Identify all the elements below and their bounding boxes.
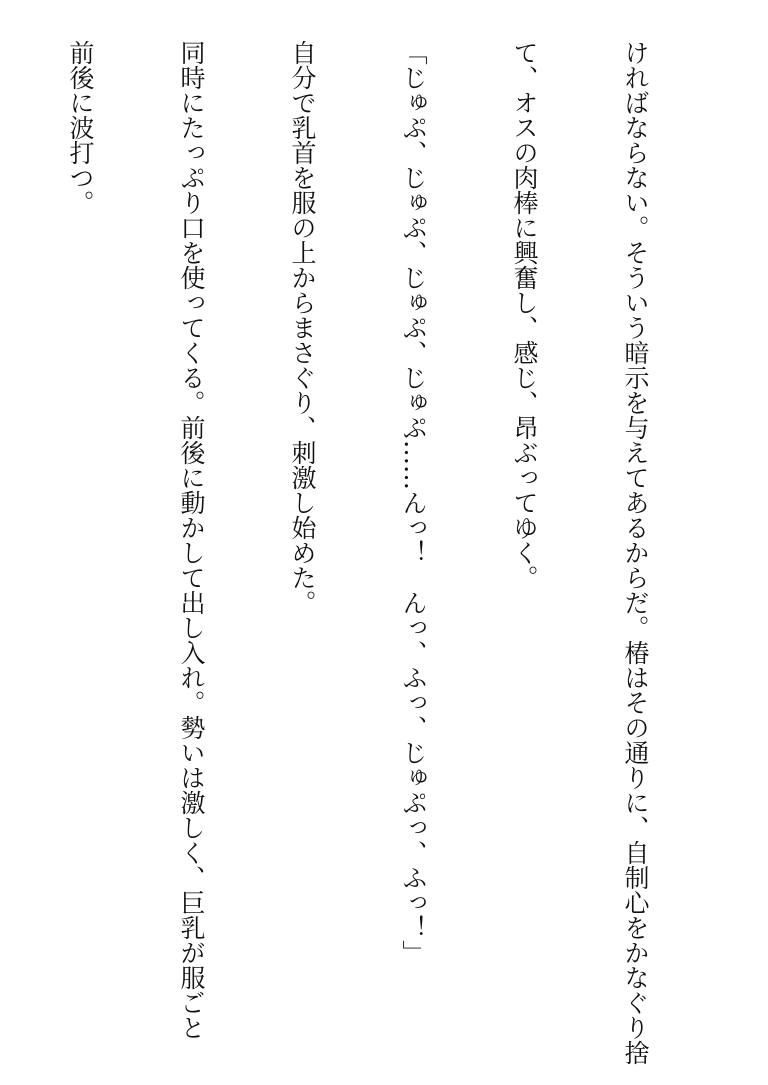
text-line: 同時にたっぷり口を使ってくる。前後に動かして出し入れ。勢いは激しく、巨乳が服ごと bbox=[177, 40, 206, 1040]
vertical-text-body bbox=[38, 40, 728, 1065]
text-line: 自分で乳首を服の上からまさぐり、刺激し始めた。 bbox=[288, 40, 317, 615]
text-line: 前後に波打つ。 bbox=[66, 40, 95, 215]
text-line: 「じゅぷ、じゅぷ、じゅぷ、じゅぷ……んっ！ んっ、ふっ、じゅぷっ、ふっ！」 bbox=[399, 40, 428, 965]
text-line: ければならない。そういう暗示を与えてあるからだ。椿はその通りに、自制心をかなぐり捨 bbox=[621, 40, 650, 1065]
text-line: て、オスの肉棒に興奮し、感じ、昂ぶってゆく。 bbox=[510, 40, 539, 590]
